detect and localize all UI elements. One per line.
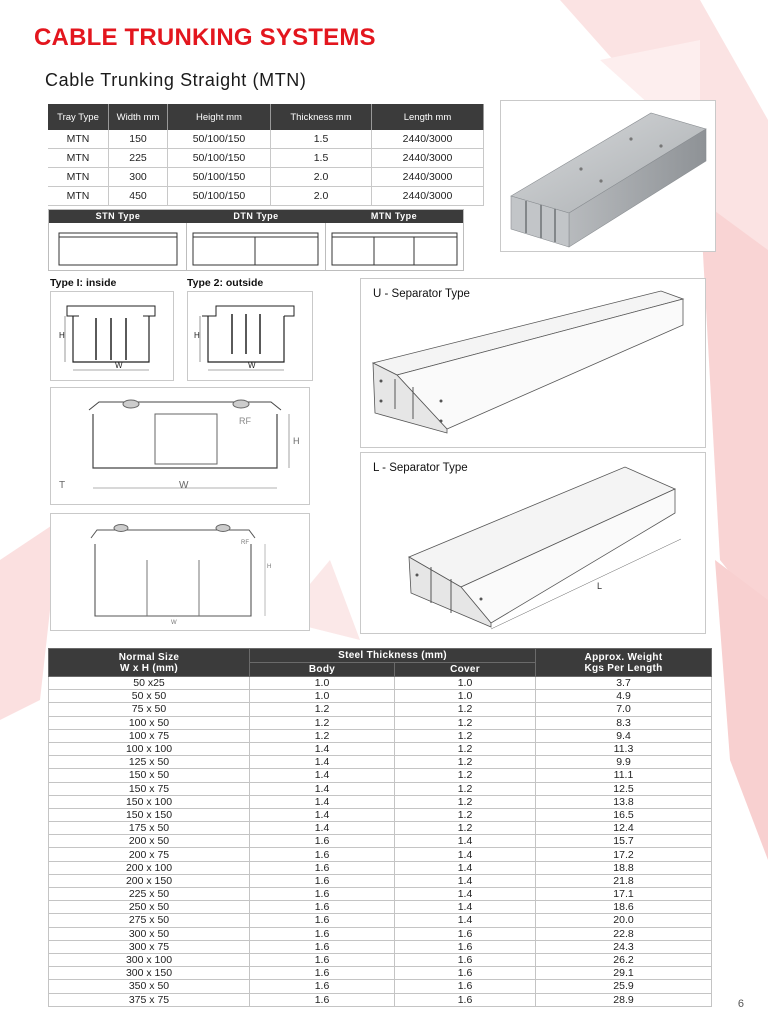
weight-table-cell: 28.9 xyxy=(536,993,712,1006)
weight-table-row xyxy=(49,953,712,966)
section1-h-label: H xyxy=(293,436,300,446)
weight-table-cell: 150 x 150 xyxy=(49,808,250,821)
weight-table-cell: 8.3 xyxy=(536,716,712,729)
weight-table-cell: 225 x 50 xyxy=(49,888,250,901)
weight-table-cell: 1.4 xyxy=(250,822,395,835)
weight-table-cell: 300 x 150 xyxy=(49,967,250,980)
weight-table-row xyxy=(49,729,712,742)
spec-table-cell: 2.0 xyxy=(271,187,372,206)
weight-table-cell: 200 x 100 xyxy=(49,861,250,874)
section1-w-label: W xyxy=(179,480,189,491)
weight-header-size-sub: W x H (mm) xyxy=(120,662,178,674)
weight-table-row xyxy=(49,756,712,769)
stn-profile xyxy=(49,223,187,270)
spec-header-tray-type: Tray Type xyxy=(48,104,109,130)
weight-table-row xyxy=(49,927,712,940)
spec-table-cell: MTN xyxy=(48,168,109,187)
u-separator-diagram xyxy=(360,278,706,448)
weight-table-cell: 22.8 xyxy=(536,927,712,940)
spec-table-cell: 1.5 xyxy=(271,130,372,149)
mtn-profile xyxy=(326,223,463,270)
weight-header-row-1 xyxy=(49,649,712,663)
weight-table-cell: 1.2 xyxy=(395,808,536,821)
section2-rf-label: RF xyxy=(241,540,249,546)
weight-table-cell: 1.4 xyxy=(250,756,395,769)
spec-table-cell: 1.5 xyxy=(271,149,372,168)
weight-table-cell: 9.4 xyxy=(536,729,712,742)
spec-table-cell: 50/100/150 xyxy=(168,168,271,187)
weight-table-cell: 1.2 xyxy=(395,703,536,716)
type2-diagram xyxy=(187,291,313,381)
spec-table-row xyxy=(48,187,484,206)
weight-table-cell: 16.5 xyxy=(536,808,712,821)
weight-table-cell: 7.0 xyxy=(536,703,712,716)
weight-header-weight-label: Approx. Weight xyxy=(584,651,663,663)
weight-table-row xyxy=(49,795,712,808)
weight-table xyxy=(48,648,712,1007)
weight-table-cell: 1.6 xyxy=(250,901,395,914)
weight-table-cell: 1.4 xyxy=(395,874,536,887)
weight-table-cell: 1.4 xyxy=(395,848,536,861)
weight-table-body xyxy=(49,677,712,1007)
weight-table-cell: 1.0 xyxy=(250,690,395,703)
weight-table-row xyxy=(49,742,712,755)
weight-table-cell: 1.6 xyxy=(250,914,395,927)
weight-header-size xyxy=(49,649,250,677)
weight-table-cell: 26.2 xyxy=(536,953,712,966)
weight-table-cell: 1.4 xyxy=(395,861,536,874)
spec-table xyxy=(48,104,484,206)
l-separator-length-label: L xyxy=(597,581,603,591)
weight-table-cell: 200 x 50 xyxy=(49,835,250,848)
weight-table-cell: 1.2 xyxy=(395,782,536,795)
weight-table-row xyxy=(49,822,712,835)
weight-table-cell: 1.6 xyxy=(250,940,395,953)
weight-table-cell: 1.2 xyxy=(395,795,536,808)
weight-table-cell: 75 x 50 xyxy=(49,703,250,716)
spec-table-cell: 225 xyxy=(109,149,168,168)
type1-label: Type I: inside xyxy=(50,277,117,289)
spec-table-cell: 450 xyxy=(109,187,168,206)
weight-table-row xyxy=(49,980,712,993)
spec-table-row xyxy=(48,149,484,168)
weight-table-cell: 1.2 xyxy=(395,756,536,769)
weight-table-row xyxy=(49,861,712,874)
trunking-product-illustration xyxy=(501,101,715,251)
section2-h-label: H xyxy=(267,564,272,570)
weight-table-cell: 350 x 50 xyxy=(49,980,250,993)
weight-table-row xyxy=(49,967,712,980)
weight-table-cell: 1.4 xyxy=(395,914,536,927)
spec-table-row xyxy=(48,130,484,149)
weight-table-row xyxy=(49,874,712,887)
weight-table-row xyxy=(49,703,712,716)
spec-table-cell: MTN xyxy=(48,149,109,168)
weight-table-cell: 375 x 75 xyxy=(49,993,250,1006)
type2-h-label: H xyxy=(194,331,200,340)
spec-table-header-row xyxy=(48,104,484,130)
weight-table-cell: 1.6 xyxy=(250,980,395,993)
weight-header-thickness: Steel Thickness (mm) xyxy=(250,649,536,663)
weight-table-cell: 1.0 xyxy=(395,677,536,690)
weight-table-cell: 1.4 xyxy=(395,901,536,914)
weight-table-cell: 18.8 xyxy=(536,861,712,874)
weight-table-cell: 1.2 xyxy=(250,729,395,742)
weight-header-weight xyxy=(536,649,712,677)
page-title: CABLE TRUNKING SYSTEMS xyxy=(34,24,376,51)
weight-table-cell: 100 x 100 xyxy=(49,742,250,755)
weight-table-cell: 1.2 xyxy=(395,716,536,729)
weight-table-cell: 1.2 xyxy=(250,716,395,729)
spec-table-cell: 2.0 xyxy=(271,168,372,187)
weight-table-cell: 3.7 xyxy=(536,677,712,690)
l-separator-label: L - Separator Type xyxy=(373,462,468,474)
weight-table-cell: 150 x 75 xyxy=(49,782,250,795)
weight-table-cell: 1.6 xyxy=(250,927,395,940)
spec-table-cell: 150 xyxy=(109,130,168,149)
spec-header-thickness: Thickness mm xyxy=(271,104,372,130)
dtn-profile xyxy=(187,223,325,270)
weight-table-row xyxy=(49,888,712,901)
spec-table-cell: 50/100/150 xyxy=(168,130,271,149)
weight-table-cell: 250 x 50 xyxy=(49,901,250,914)
weight-table-cell: 100 x 75 xyxy=(49,729,250,742)
spec-table-cell: 300 xyxy=(109,168,168,187)
product-photo xyxy=(500,100,716,252)
spec-table-cell: MTN xyxy=(48,187,109,206)
spec-table-body xyxy=(48,130,484,206)
weight-table-cell: 1.6 xyxy=(395,980,536,993)
weight-table-cell: 1.4 xyxy=(395,888,536,901)
weight-table-cell: 150 x 100 xyxy=(49,795,250,808)
weight-table-cell: 50 x 50 xyxy=(49,690,250,703)
weight-table-cell: 1.6 xyxy=(250,888,395,901)
weight-table-cell: 1.2 xyxy=(395,769,536,782)
section-drawing-2 xyxy=(50,513,310,631)
spec-table-cell: 50/100/150 xyxy=(168,187,271,206)
weight-table-cell: 1.4 xyxy=(250,795,395,808)
weight-table-row xyxy=(49,993,712,1006)
weight-table-cell: 18.6 xyxy=(536,901,712,914)
weight-table-cell: 15.7 xyxy=(536,835,712,848)
weight-table-cell: 1.6 xyxy=(395,953,536,966)
weight-table-row xyxy=(49,848,712,861)
weight-table-row xyxy=(49,690,712,703)
weight-table-row xyxy=(49,901,712,914)
type1-h-label: H xyxy=(59,331,65,340)
spec-header-length: Length mm xyxy=(372,104,484,130)
weight-table-cell: 24.3 xyxy=(536,940,712,953)
spec-table-cell: 2440/3000 xyxy=(372,130,484,149)
u-separator-label: U - Separator Type xyxy=(373,288,470,300)
weight-table-row xyxy=(49,769,712,782)
weight-table-cell: 12.5 xyxy=(536,782,712,795)
weight-table-cell: 1.2 xyxy=(395,822,536,835)
weight-table-cell: 17.2 xyxy=(536,848,712,861)
stn-type-label: STN Type xyxy=(95,211,141,221)
weight-table-cell: 300 x 50 xyxy=(49,927,250,940)
weight-table-row xyxy=(49,808,712,821)
weight-table-cell: 11.1 xyxy=(536,769,712,782)
weight-table-row xyxy=(49,677,712,690)
weight-table-cell: 1.6 xyxy=(250,861,395,874)
section2-w-label: W xyxy=(171,620,177,626)
weight-table-cell: 1.4 xyxy=(250,742,395,755)
weight-table-cell: 175 x 50 xyxy=(49,822,250,835)
section-title: Cable Trunking Straight (MTN) xyxy=(45,70,307,90)
weight-table-cell: 21.8 xyxy=(536,874,712,887)
weight-header-size-label: Normal Size xyxy=(118,651,180,663)
weight-table-cell: 150 x 50 xyxy=(49,769,250,782)
weight-table-cell: 1.6 xyxy=(250,835,395,848)
weight-table-cell: 1.6 xyxy=(250,993,395,1006)
mtn-type-label: MTN Type xyxy=(370,211,418,221)
weight-table-row xyxy=(49,782,712,795)
spec-table-cell: 2440/3000 xyxy=(372,168,484,187)
weight-table-cell: 4.9 xyxy=(536,690,712,703)
weight-table-cell: 200 x 150 xyxy=(49,874,250,887)
weight-table-cell: 1.4 xyxy=(250,769,395,782)
weight-table-cell: 1.0 xyxy=(395,690,536,703)
type2-label: Type 2: outside xyxy=(187,277,264,289)
section1-rf-label: RF xyxy=(239,416,251,426)
spec-table-cell: MTN xyxy=(48,130,109,149)
weight-table-cell: 1.2 xyxy=(250,703,395,716)
weight-table-cell: 1.4 xyxy=(395,835,536,848)
weight-table-cell: 1.0 xyxy=(250,677,395,690)
weight-table-cell: 17.1 xyxy=(536,888,712,901)
page-number: 6 xyxy=(737,998,744,1010)
l-separator-diagram xyxy=(360,452,706,634)
spec-header-width: Width mm xyxy=(109,104,168,130)
weight-table-cell: 200 x 75 xyxy=(49,848,250,861)
section1-t-label: T xyxy=(59,480,66,491)
weight-table-cell: 300 x 75 xyxy=(49,940,250,953)
weight-table-cell: 1.6 xyxy=(395,927,536,940)
weight-table-cell: 12.4 xyxy=(536,822,712,835)
section-drawing-1 xyxy=(50,387,310,505)
types-strip-body xyxy=(49,223,463,270)
weight-table-cell: 1.6 xyxy=(250,874,395,887)
spec-table-row xyxy=(48,168,484,187)
weight-table-cell: 1.4 xyxy=(250,782,395,795)
spec-table-cell: 2440/3000 xyxy=(372,187,484,206)
weight-table-row xyxy=(49,914,712,927)
weight-table-cell: 29.1 xyxy=(536,967,712,980)
type1-w-label: W xyxy=(115,361,123,370)
type1-diagram xyxy=(50,291,174,381)
weight-table-cell: 11.3 xyxy=(536,742,712,755)
weight-table-cell: 50 x25 xyxy=(49,677,250,690)
weight-table-cell: 1.6 xyxy=(395,967,536,980)
type2-w-label: W xyxy=(248,361,256,370)
weight-table-cell: 1.6 xyxy=(250,848,395,861)
weight-table-cell: 125 x 50 xyxy=(49,756,250,769)
weight-table-cell: 1.4 xyxy=(250,808,395,821)
spec-table-cell: 50/100/150 xyxy=(168,149,271,168)
spec-header-height: Height mm xyxy=(168,104,271,130)
weight-table-row xyxy=(49,940,712,953)
weight-table-cell: 1.6 xyxy=(395,993,536,1006)
weight-table-cell: 20.0 xyxy=(536,914,712,927)
weight-table-cell: 1.6 xyxy=(395,940,536,953)
weight-header-weight-sub: Kgs Per Length xyxy=(584,662,663,674)
weight-table-cell: 275 x 50 xyxy=(49,914,250,927)
dtn-type-label: DTN Type xyxy=(233,211,279,221)
weight-table-cell: 100 x 50 xyxy=(49,716,250,729)
weight-table-cell: 1.2 xyxy=(395,729,536,742)
weight-table-cell: 1.6 xyxy=(250,953,395,966)
trunking-types-strip xyxy=(48,209,464,271)
types-strip-header xyxy=(49,210,463,223)
weight-table-cell: 1.2 xyxy=(395,742,536,755)
weight-table-cell: 9.9 xyxy=(536,756,712,769)
weight-table-cell: 1.6 xyxy=(250,967,395,980)
weight-header-body: Body xyxy=(250,663,395,677)
weight-table-cell: 25.9 xyxy=(536,980,712,993)
spec-table-cell: 2440/3000 xyxy=(372,149,484,168)
weight-table-cell: 300 x 100 xyxy=(49,953,250,966)
weight-table-row xyxy=(49,835,712,848)
weight-table-cell: 13.8 xyxy=(536,795,712,808)
weight-table-row xyxy=(49,716,712,729)
weight-header-cover: Cover xyxy=(395,663,536,677)
